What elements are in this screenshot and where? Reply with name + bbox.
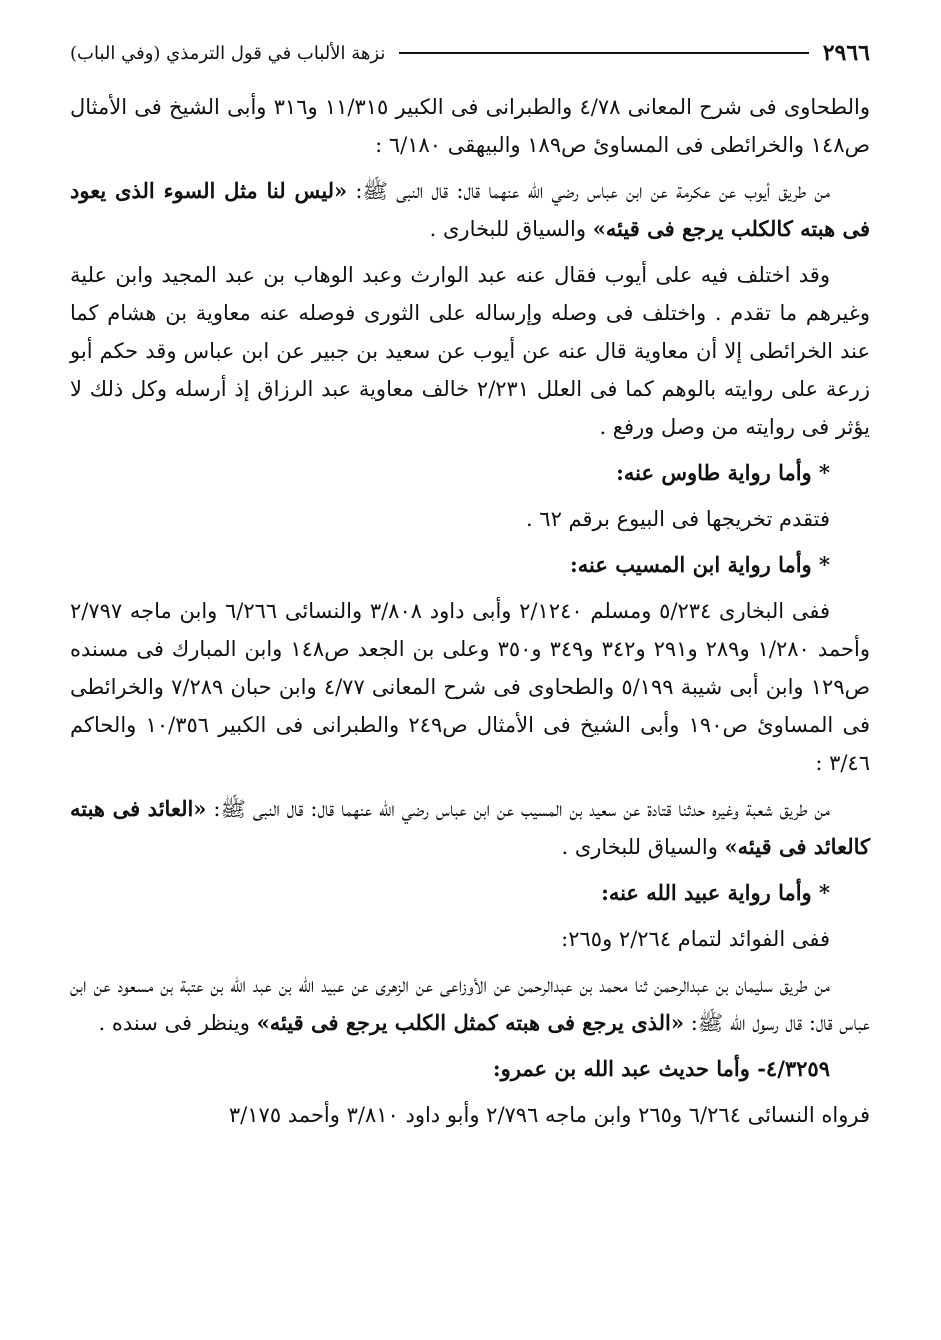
paragraph: ففى البخارى ٥/٢٣٤ ومسلم ٢/١٢٤٠ وأبى داود ٣/٨٠٨ والنسائى ٦/٢٦٦ وابن ماجه ٢/٧٩٧ وأحمد ١/٢٨٠ و٢٨٩ و٢٩١ و٣٤٢ و٣٤٩ و٣٥٠ وعلى بن الجعد ص١٤٨ وابن المبارك فى مسنده ص١٢٩ وابن أبى شيبة ٥/١٩٩ والطحاوى فى شرح المعانى ٤/٧٧ وابن حبان ٧/٢٨٩ والخرائطى فى المساوئ ص١٩٠ وأبى الشيخ فى الأمثال ص٢٤٩ والطبرانى فى الكبير ١٠/٣٥٦ والحاكم ٣/٤٦ : [70, 599, 871, 775]
hadith-note: وينظر فى سنده . [98, 1011, 257, 1035]
page-header [70, 36, 870, 70]
running-title: نزهة الألباب في قول الترمذي (وفي الباب) [70, 42, 386, 64]
section-heading: ٤/٣٢٥٩- وأما حديث عبد الله بن عمرو: [492, 1056, 830, 1081]
hadith-text: «العائد فى هبته كالعائد فى قيئه» [70, 796, 870, 859]
page-body [70, 88, 870, 1134]
section-heading: * وأما رواية ابن المسيب عنه: [570, 552, 830, 577]
page-number: ٢٩٦٦ [822, 40, 870, 66]
document-page [70, 36, 870, 1142]
hadith-paragraph [70, 172, 870, 248]
hadith-chain: من طريق شعبة وغيره حدثنا قتادة عن سعيد بن المسيب عن ابن عباس رضي الله عنهما قال: قال النبى ﷺ: [206, 797, 830, 821]
section-heading: * وأما رواية طاوس عنه: [616, 460, 830, 485]
hadith-note: والسياق للبخارى . [561, 835, 725, 859]
paragraph: فتقدم تخريجها فى البيوع برقم ٦٢ . [525, 507, 830, 531]
hadith-text: «الذى يرجع فى هبته كمثل الكلب يرجع فى قيئه» [256, 1010, 685, 1035]
hadith-paragraph [70, 966, 870, 1042]
hadith-text: «ليس لنا مثل السوء الذى يعود فى هبته كالكلب يرجع فى قيئه» [70, 178, 870, 241]
section-heading: * وأما رواية عبيد الله عنه: [601, 880, 830, 905]
hadith-chain: من طريق أيوب عن عكرمة عن ابن عباس رضي الله عنهما قال: قال النبى ﷺ: [347, 179, 830, 203]
paragraph: فرواه النسائى ٦/٢٦٤ و٢٦٥ وابن ماجه ٢/٧٩٦ وأبو داود ٣/٨١٠ وأحمد ٣/١٧٥ [228, 1103, 870, 1127]
hadith-chain: من طريق سليمان بن عبدالرحمن ثنا محمد بن عبدالرحمن عن الأوزاعى عن الزهرى عن عبيد الله بن عبد الله بن عتبة بن مسعود عن ابن عباس قال: قال رسول الله ﷺ: [70, 973, 870, 1035]
paragraph: وقد اختلف فيه على أيوب فقال عنه عبد الوارث وعبد الوهاب بن عبد المجيد وابن علية وغيرهم ما تقدم . واختلف فى وصله وإرساله على الثورى فوصله عنه معاوية بن هشام كما عند الخرائطى إلا أن معاوية قال عنه عن أيوب عن سعيد بن جبير عن ابن عباس وقد حكم أبو زرعة على روايته بالوهم كما فى العلل ٢/٢٣١ خالف معاوية عبد الرزاق إذ أرسله وكل ذلك لا يؤثر فى روايته من وصل ورفع . [70, 263, 870, 439]
hadith-paragraph [70, 790, 870, 866]
paragraph: ففى الفوائد لتمام ٢/٢٦٤ و٢٦٥: [561, 927, 830, 951]
hadith-note: والسياق للبخارى . [429, 217, 593, 241]
paragraph: والطحاوى فى شرح المعانى ٤/٧٨ والطبرانى فى الكبير ١١/٣١٥ و٣١٦ وأبى الشيخ فى الأمثال ص١٤٨ والخرائطى فى المساوئ ص١٨٩ والبيهقى ٦/١٨٠ : [70, 95, 870, 157]
header-rule [399, 52, 808, 54]
